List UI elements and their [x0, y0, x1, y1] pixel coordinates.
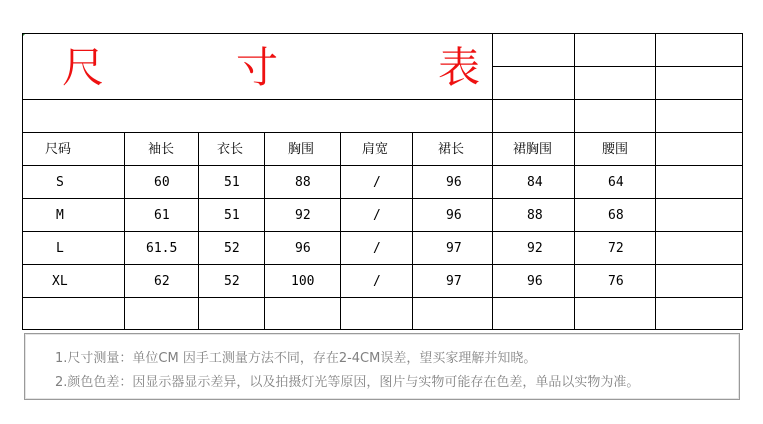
table-cell: 61.5 [146, 241, 178, 256]
table-line [492, 33, 493, 330]
note-measurement: 1.尺寸测量：单位CM 因手工测量方法不同，存在2-4CM误差，望买家理解并知晓。 [55, 351, 537, 366]
table-cell: 60 [154, 175, 170, 190]
table-cell: S [56, 175, 64, 190]
table-line [198, 132, 199, 330]
size-chart-table [22, 33, 743, 330]
header-skirt-bust: 裙胸围 [513, 142, 553, 157]
table-cell: M [56, 208, 64, 223]
table-cell: 96 [446, 175, 462, 190]
header-sleeve: 袖长 [148, 142, 175, 157]
header-length: 衣长 [217, 142, 244, 157]
table-cell: / [373, 274, 381, 289]
title-char: 尺 [62, 43, 105, 92]
table-line [22, 33, 23, 330]
table-cell: / [373, 208, 381, 223]
header-skirt-length: 裙长 [438, 142, 465, 157]
table-cell: 97 [446, 241, 462, 256]
table-line [340, 132, 341, 330]
table-cell: 51 [224, 208, 240, 223]
note-color: 2.颜色色差：因显示器显示差异，以及拍摄灯光等原因，图片与实物可能存在色差，单品以实物为准。 [55, 375, 640, 390]
table-cell: 84 [527, 175, 543, 190]
table-cell: 72 [608, 241, 624, 256]
table-cell: 61 [154, 208, 170, 223]
table-cell: 97 [446, 274, 462, 289]
header-bust: 胸围 [288, 142, 315, 157]
table-line [742, 33, 743, 330]
table-line [22, 33, 743, 34]
table-cell: 96 [527, 274, 543, 289]
table-cell: 62 [154, 274, 170, 289]
table-cell: 92 [527, 241, 543, 256]
notes-box [24, 333, 740, 400]
table-cell: 51 [224, 175, 240, 190]
table-line [574, 33, 575, 330]
table-cell: L [56, 241, 64, 256]
table-line [124, 132, 125, 330]
table-cell: 88 [295, 175, 311, 190]
header-shoulder: 肩宽 [362, 142, 389, 157]
table-cell: 96 [295, 241, 311, 256]
header-size: 尺码 [45, 142, 72, 157]
table-cell: 88 [527, 208, 543, 223]
table-line [22, 198, 743, 199]
table-cell: 76 [608, 274, 624, 289]
table-line [264, 132, 265, 330]
table-cell: / [373, 241, 381, 256]
title-char: 表 [438, 43, 481, 92]
table-line [492, 66, 743, 67]
table-cell: 52 [224, 241, 240, 256]
table-line [655, 33, 656, 330]
table-cell: / [373, 175, 381, 190]
header-waist: 腰围 [602, 142, 629, 157]
table-line [22, 264, 743, 265]
title-char: 寸 [236, 43, 279, 92]
table-line [22, 99, 743, 100]
table-cell: 100 [291, 274, 315, 289]
table-cell: XL [52, 274, 68, 289]
table-line [412, 132, 413, 330]
table-line [22, 329, 743, 330]
table-cell: 96 [446, 208, 462, 223]
table-cell: 68 [608, 208, 624, 223]
table-line [22, 297, 743, 298]
table-cell: 52 [224, 274, 240, 289]
table-cell: 64 [608, 175, 624, 190]
table-line [22, 231, 743, 232]
table-cell: 92 [295, 208, 311, 223]
